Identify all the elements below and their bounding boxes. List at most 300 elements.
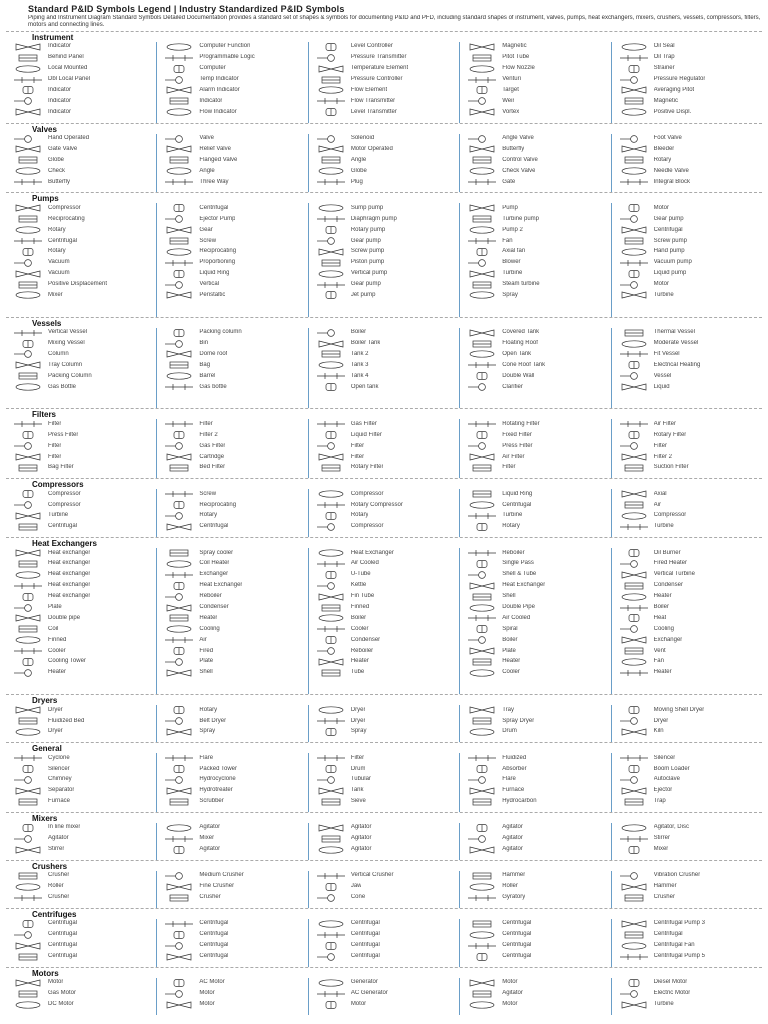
symbol-entry: [311, 500, 457, 510]
symbol-column: [460, 705, 611, 742]
symbol-label: Turbine: [48, 512, 69, 519]
symbol-icon: [616, 614, 652, 622]
symbol-entry: [8, 42, 154, 52]
symbol-label: Single Pass: [502, 560, 534, 567]
symbol-entry: [462, 978, 608, 988]
symbol-graphic: [8, 453, 48, 461]
symbol-icon: [313, 501, 349, 509]
section-title: Crushers: [32, 862, 68, 872]
symbol-label: Hand pump: [653, 248, 685, 255]
symbol-icon: [313, 571, 349, 579]
symbol-label: Heat exchanger: [48, 582, 91, 589]
symbol-label: Plug: [350, 178, 363, 185]
symbol-entry: [159, 941, 305, 951]
symbol-label: Compressor: [48, 490, 81, 497]
symbol-column: [6, 919, 157, 967]
symbol-label: Cooling: [653, 625, 674, 632]
symbol-column: [6, 548, 157, 694]
symbol-graphic: [462, 372, 502, 380]
symbol-graphic: [159, 156, 199, 164]
symbol-icon: [10, 765, 46, 773]
symbol-graphic: [8, 765, 48, 773]
symbol-graphic: [159, 920, 199, 928]
symbol-entry: [8, 705, 154, 715]
symbol-entry: [8, 952, 154, 962]
symbol-graphic: [311, 145, 351, 153]
symbol-column: [612, 489, 762, 537]
symbol-entry: [462, 559, 608, 569]
symbol-icon: [313, 383, 349, 391]
symbol-icon: [10, 582, 46, 590]
symbol-graphic: [614, 431, 654, 439]
symbol-label: Blower: [502, 259, 521, 266]
symbol-label: Tubular: [350, 776, 371, 783]
symbol-icon: [10, 647, 46, 655]
symbol-entry: [462, 871, 608, 881]
symbol-label: Turbine: [502, 512, 523, 519]
symbol-graphic: [614, 420, 654, 428]
symbol-entry: [8, 635, 154, 645]
symbol-entry: [8, 419, 154, 429]
symbol-graphic: [159, 593, 199, 601]
symbol-graphic: [614, 798, 654, 806]
symbol-label: Centrifugal: [48, 920, 78, 927]
symbol-icon: [161, 990, 197, 998]
symbol-graphic: [8, 135, 48, 143]
symbol-graphic: [159, 291, 199, 299]
symbol-label: Agitator: [502, 990, 523, 997]
symbol-graphic: [614, 501, 654, 509]
symbol-label: Fan: [502, 237, 513, 244]
symbol-graphic: [614, 920, 654, 928]
symbol-icon: [616, 248, 652, 256]
symbol-graphic: [614, 145, 654, 153]
symbol-icon: [313, 1001, 349, 1009]
symbol-entry: [159, 360, 305, 370]
symbol-graphic: [8, 501, 48, 509]
symbol-columns: [6, 743, 762, 812]
symbol-graphic: [614, 97, 654, 105]
symbol-column: [460, 328, 611, 409]
symbol-entry: [8, 360, 154, 370]
symbol-graphic: [159, 135, 199, 143]
symbol-graphic: [159, 490, 199, 498]
symbol-entry: [159, 635, 305, 645]
symbol-icon: [10, 942, 46, 950]
symbol-icon: [161, 636, 197, 644]
symbol-column: [157, 871, 308, 908]
symbol-column: [157, 42, 308, 123]
symbol-label: Heat Exchanger: [350, 549, 394, 556]
symbol-icon: [616, 706, 652, 714]
symbol-graphic: [8, 281, 48, 289]
symbol-entry: [8, 511, 154, 521]
symbol-entry: [614, 823, 760, 833]
symbol-icon: [10, 717, 46, 725]
symbol-graphic: [311, 647, 351, 655]
symbol-icon: [10, 248, 46, 256]
symbol-icon: [10, 420, 46, 428]
symbol-label: Fin Tube: [350, 593, 375, 600]
symbol-label: Agitator, Disc: [653, 824, 689, 831]
symbol-entry: [8, 280, 154, 290]
symbol-entry: [614, 871, 760, 881]
symbol-graphic: [159, 717, 199, 725]
symbol-entry: [311, 668, 457, 678]
symbol-icon: [161, 259, 197, 267]
symbol-label: Double Pipe: [502, 604, 535, 610]
symbol-column: [460, 978, 611, 1015]
symbol-icon: [313, 835, 349, 843]
symbol-label: Centrifugal: [199, 523, 229, 530]
symbol-label: Check: [48, 167, 66, 174]
symbol-column: [6, 419, 157, 478]
symbol-graphic: [8, 248, 48, 256]
symbol-label: Boiler: [653, 604, 669, 610]
symbol-entry: [159, 96, 305, 106]
symbol-label: Positive Displ.: [653, 108, 692, 115]
symbol-graphic: [462, 669, 502, 677]
symbol-entry: [614, 339, 760, 349]
symbol-icon: [313, 728, 349, 736]
symbol-graphic: [159, 226, 199, 234]
symbol-icon: [464, 953, 500, 961]
symbol-label: Heat exchanger: [48, 593, 91, 600]
symbol-label: Vertical: [199, 281, 220, 288]
symbol-label: Motor: [350, 1001, 367, 1008]
symbol-icon: [10, 931, 46, 939]
symbol-entry: [8, 53, 154, 63]
symbol-entry: [311, 716, 457, 726]
symbol-label: Weir: [502, 97, 515, 104]
symbol-label: Compressor: [350, 490, 384, 497]
symbol-entry: [8, 786, 154, 796]
symbol-graphic: [8, 512, 48, 520]
symbol-label: Positive Displacement: [48, 281, 108, 288]
symbol-entry: [8, 581, 154, 591]
symbol-entry: [311, 452, 457, 462]
symbol-icon: [616, 571, 652, 579]
symbol-graphic: [462, 237, 502, 245]
symbol-label: Motor: [653, 204, 669, 211]
symbol-entry: [614, 42, 760, 52]
symbol-icon: [616, 717, 652, 725]
symbol-graphic: [311, 824, 351, 832]
symbol-graphic: [159, 787, 199, 795]
symbol-icon: [464, 754, 500, 762]
symbol-icon: [464, 835, 500, 843]
symbol-graphic: [311, 560, 351, 568]
symbol-graphic: [462, 442, 502, 450]
symbol-label: Diaphragm pump: [350, 215, 397, 222]
symbol-graphic: [311, 754, 351, 762]
symbol-label: Hand Operated: [48, 135, 90, 142]
symbol-label: Local Mounted: [48, 65, 88, 72]
symbol-graphic: [462, 350, 502, 358]
symbol-label: Flare: [199, 754, 214, 761]
symbol-icon: [10, 1001, 46, 1009]
symbol-graphic: [311, 178, 351, 186]
symbol-icon: [464, 420, 500, 428]
symbol-icon: [616, 372, 652, 380]
symbol-graphic: [311, 501, 351, 509]
symbol-entry: [159, 548, 305, 558]
symbol-column: [6, 823, 157, 860]
symbol-graphic: [8, 625, 48, 633]
symbol-graphic: [462, 340, 502, 348]
symbol-entry: [614, 786, 760, 796]
symbol-icon: [464, 593, 500, 601]
symbol-icon: [161, 728, 197, 736]
symbol-icon: [313, 625, 349, 633]
symbol-icon: [161, 658, 197, 666]
symbol-entry: [462, 786, 608, 796]
symbol-icon: [464, 636, 500, 644]
symbol-entry: [311, 145, 457, 155]
symbol-entry: [8, 225, 154, 235]
symbol-entry: [8, 371, 154, 381]
symbol-label: Centrifugal Fan: [653, 942, 695, 949]
symbol-label: Motor Operated: [350, 145, 393, 152]
symbol-label: Dbl Local Panel: [48, 76, 91, 83]
symbol-graphic: [462, 776, 502, 784]
symbol-label: Dryer: [653, 717, 669, 724]
symbol-entry: [8, 716, 154, 726]
symbol-icon: [464, 178, 500, 186]
symbol-label: Silencer: [48, 765, 70, 772]
symbol-entry: [614, 350, 760, 360]
symbol-label: Programmable Logic: [199, 54, 255, 61]
symbol-graphic: [159, 824, 199, 832]
symbol-entry: [311, 603, 457, 613]
symbol-icon: [10, 490, 46, 498]
symbol-icon: [464, 658, 500, 666]
symbol-icon: [161, 846, 197, 854]
symbol-graphic: [159, 178, 199, 186]
symbol-entry: [159, 797, 305, 807]
symbol-icon: [313, 431, 349, 439]
symbol-graphic: [159, 728, 199, 736]
symbol-graphic: [614, 291, 654, 299]
symbol-label: Filter: [350, 453, 365, 460]
symbol-graphic: [462, 248, 502, 256]
symbol-graphic: [462, 824, 502, 832]
symbol-label: AC Motor: [199, 979, 225, 986]
symbol-column: [309, 548, 460, 694]
symbol-entry: [614, 511, 760, 521]
symbol-graphic: [311, 248, 351, 256]
symbol-label: Roller: [502, 883, 518, 890]
symbol-entry: [614, 989, 760, 999]
symbol-label: Floating Roof: [502, 340, 538, 347]
section-title: Pumps: [32, 194, 59, 204]
symbol-entry: [462, 452, 608, 462]
symbol-graphic: [462, 894, 502, 902]
symbol-label: Hydrocarbon: [502, 798, 537, 805]
symbol-graphic: [8, 372, 48, 380]
symbol-label: Plate: [502, 647, 516, 654]
symbol-graphic: [311, 765, 351, 773]
symbol-icon: [464, 383, 500, 391]
symbol-label: Double Wall: [502, 372, 535, 379]
symbol-entry: [462, 834, 608, 844]
symbol-label: Centrifugal: [199, 920, 229, 927]
symbol-icon: [10, 97, 46, 105]
symbol-graphic: [159, 54, 199, 62]
symbol-icon: [161, 442, 197, 450]
symbol-entry: [614, 452, 760, 462]
symbol-label: Averaging Pitot: [653, 86, 695, 93]
symbol-label: Centrifugal: [502, 920, 532, 927]
symbol-graphic: [462, 383, 502, 391]
symbol-entry: [614, 214, 760, 224]
symbol-label: Reciprocating: [199, 501, 237, 508]
symbol-label: Temp Indicator: [199, 76, 239, 83]
symbol-label: Motor: [48, 979, 64, 986]
symbol-label: Agitator: [199, 824, 221, 831]
symbol-graphic: [159, 560, 199, 568]
symbol-graphic: [311, 291, 351, 299]
symbol-icon: [616, 872, 652, 880]
symbol-entry: [614, 548, 760, 558]
symbol-graphic: [8, 931, 48, 939]
symbol-graphic: [8, 824, 48, 832]
symbol-label: Axial: [653, 490, 667, 497]
symbol-entry: [159, 952, 305, 962]
symbol-icon: [464, 1001, 500, 1009]
symbol-graphic: [8, 979, 48, 987]
symbol-graphic: [159, 420, 199, 428]
symbol-column: [157, 753, 308, 812]
symbol-icon: [616, 453, 652, 461]
symbol-icon: [161, 54, 197, 62]
symbol-label: Computer: [199, 65, 226, 72]
symbol-graphic: [159, 97, 199, 105]
symbol-entry: [311, 941, 457, 951]
symbol-icon: [161, 372, 197, 380]
symbol-graphic: [311, 614, 351, 622]
symbol-entry: [462, 382, 608, 392]
symbol-entry: [311, 559, 457, 569]
symbol-label: Cartridge: [199, 453, 225, 460]
symbol-entry: [8, 727, 154, 737]
symbol-columns: [6, 318, 762, 409]
symbol-graphic: [311, 259, 351, 267]
symbol-entry: [159, 500, 305, 510]
symbol-entry: [8, 247, 154, 257]
symbol-entry: [462, 350, 608, 360]
symbol-label: Fit Vessel: [653, 350, 680, 357]
symbol-label: Tray: [502, 706, 514, 713]
symbol-icon: [464, 990, 500, 998]
symbol-graphic: [462, 798, 502, 806]
symbol-entry: [614, 107, 760, 117]
symbol-icon: [161, 754, 197, 762]
symbol-graphic: [159, 647, 199, 655]
symbol-icon: [161, 383, 197, 391]
symbol-entry: [462, 657, 608, 667]
symbol-entry: [311, 291, 457, 301]
symbol-icon: [464, 604, 500, 612]
symbol-entry: [311, 280, 457, 290]
symbol-label: Reboiler: [199, 593, 222, 600]
section-title: Dryers: [32, 696, 58, 706]
symbol-graphic: [159, 894, 199, 902]
symbol-entry: [614, 134, 760, 144]
symbol-label: Finned: [48, 636, 67, 643]
symbol-graphic: [614, 453, 654, 461]
symbol-icon: [161, 953, 197, 961]
symbol-icon: [616, 765, 652, 773]
symbol-label: Dryer: [350, 717, 366, 724]
symbol-graphic: [159, 43, 199, 51]
symbol-icon: [313, 706, 349, 714]
section-title: Compressors: [32, 480, 84, 490]
symbol-graphic: [462, 614, 502, 622]
symbol-graphic: [311, 135, 351, 143]
symbol-icon: [161, 464, 197, 472]
symbol-entry: [462, 952, 608, 962]
symbol-label: Cone Roof Tank: [502, 361, 546, 368]
symbol-graphic: [462, 97, 502, 105]
symbol-icon: [313, 754, 349, 762]
section-centrifuges: [6, 908, 762, 967]
symbol-graphic: [8, 431, 48, 439]
symbol-entry: [462, 463, 608, 473]
symbol-icon: [10, 383, 46, 391]
symbol-icon: [313, 65, 349, 73]
symbol-icon: [464, 291, 500, 299]
symbol-icon: [464, 135, 500, 143]
symbol-label: Centrifugal: [199, 953, 229, 960]
symbol-label: Hydrotreater: [199, 787, 233, 794]
symbol-label: Centrifugal: [199, 931, 229, 938]
symbol-icon: [313, 669, 349, 677]
symbol-entry: [311, 727, 457, 737]
symbol-icon: [464, 512, 500, 520]
symbol-label: Dome roof: [199, 350, 228, 357]
symbol-icon: [313, 361, 349, 369]
symbol-entry: [8, 145, 154, 155]
symbol-label: Liquid pump: [653, 270, 687, 277]
symbol-entry: [462, 419, 608, 429]
symbol-graphic: [159, 953, 199, 961]
symbol-icon: [10, 86, 46, 94]
symbol-entry: [8, 75, 154, 85]
symbol-graphic: [462, 259, 502, 267]
symbol-graphic: [8, 490, 48, 498]
symbol-label: Tube: [350, 669, 365, 676]
symbol-label: Agitator: [502, 846, 523, 853]
symbol-label: Indicator: [48, 43, 72, 50]
symbol-icon: [10, 453, 46, 461]
symbol-icon: [313, 776, 349, 784]
symbol-graphic: [614, 167, 654, 175]
symbol-icon: [313, 167, 349, 175]
symbol-graphic: [462, 658, 502, 666]
symbol-icon: [161, 204, 197, 212]
symbol-label: Centrifugal: [199, 942, 229, 949]
symbol-icon: [464, 523, 500, 531]
symbol-graphic: [159, 453, 199, 461]
symbol-label: Pressure Transmitter: [350, 54, 407, 61]
symbol-icon: [161, 167, 197, 175]
symbol-entry: [614, 1000, 760, 1010]
symbol-graphic: [462, 431, 502, 439]
symbol-graphic: [8, 717, 48, 725]
symbol-icon: [313, 614, 349, 622]
symbol-label: Autoclave: [653, 776, 680, 783]
